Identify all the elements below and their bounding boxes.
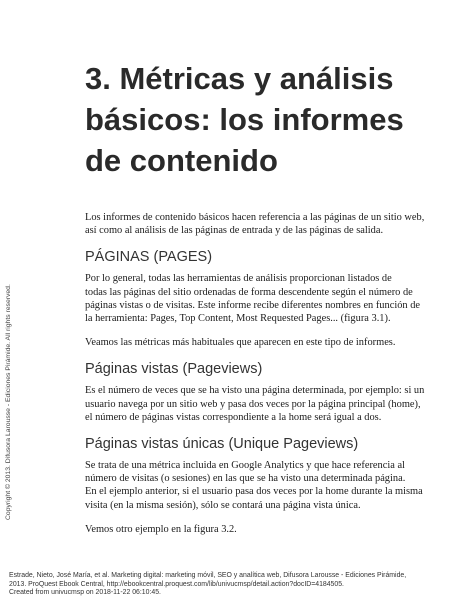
unique-pageviews-paragraph [85,459,430,512]
text-line: Vemos otro ejemplo en la figura 3.2. [85,523,237,535]
text-line: visita (en la misma sesión), sólo se contará una página vista única. [85,499,361,511]
metrics-intro-paragraph [85,336,430,349]
text-line: Los informes de contenido básicos hacen referencia a las páginas de un sitio web, [85,212,425,223]
pages-paragraph [85,272,430,325]
copyright-notice: Copyright © 2013. Difusora Larousse - Ediciones Pirámide. All rights reserved. [5,284,12,520]
section-heading-pageviews: Páginas vistas (Pageviews) [85,361,263,378]
text-line: el número de páginas vistas correspondiente a la home será igual a dos. [85,411,382,423]
text-line: Por lo general, todas las herramientas de análisis proporcionan listados de [85,273,392,285]
text-line: así como al análisis de las páginas de entrada y de las páginas de salida. [85,225,384,237]
chapter-title-line: de contenido [85,143,278,178]
footer-line: Created from univucmsp on 2018-11-22 06:10:45. [9,589,161,597]
figure-reference-paragraph [85,523,430,536]
chapter-title-line: básicos: los informes [85,102,404,137]
text-line: usuario navega por un sitio web y pasa dos veces por la página principal (home), [85,398,421,410]
chapter-title [85,58,445,181]
text-line: Se trata de una métrica incluida en Google Analytics y que hace referencia al [85,460,405,472]
citation-footer [9,572,469,598]
text-line: En el ejemplo anterior, si el usuario pasa dos veces por la home durante la misma [85,486,423,498]
footer-line: 2013. ProQuest Ebook Central, http://ebookcentral.proquest.com/lib/univucmsp/detail.action?docID=4184505. [9,580,344,588]
chapter-body [85,211,430,547]
text-line: páginas vistas o de visitas. Este informe recibe diferentes nombres en función de [85,299,420,311]
chapter-title-line: 3. Métricas y análisis [85,61,394,96]
text-line: Veamos las métricas más habituales que aparecen en este tipo de informes. [85,337,396,349]
intro-paragraph [85,211,430,237]
section-heading-pages: PÁGINAS (PAGES) [85,249,213,266]
footer-line: Estrade, Nieto, José María, et al. Marketing digital: marketing móvil, SEO y analítica web, Difusora Larousse - Ediciones Pirámide, [9,572,407,579]
section-heading-unique-pageviews: Páginas vistas únicas (Unique Pageviews) [85,436,359,453]
text-line: número de visitas (o sesiones) en las que se ha visto una determinada página. [85,473,406,485]
text-line: Es el número de veces que se ha visto una página determinada, por ejemplo: si un [85,385,425,397]
text-line: la herramienta: Pages, Top Content, Most Requested Pages... (figura 3.1). [85,313,391,325]
pageviews-paragraph [85,384,430,424]
text-line: todas las páginas del sitio ordenadas de forma descendente según el número de [85,286,413,298]
